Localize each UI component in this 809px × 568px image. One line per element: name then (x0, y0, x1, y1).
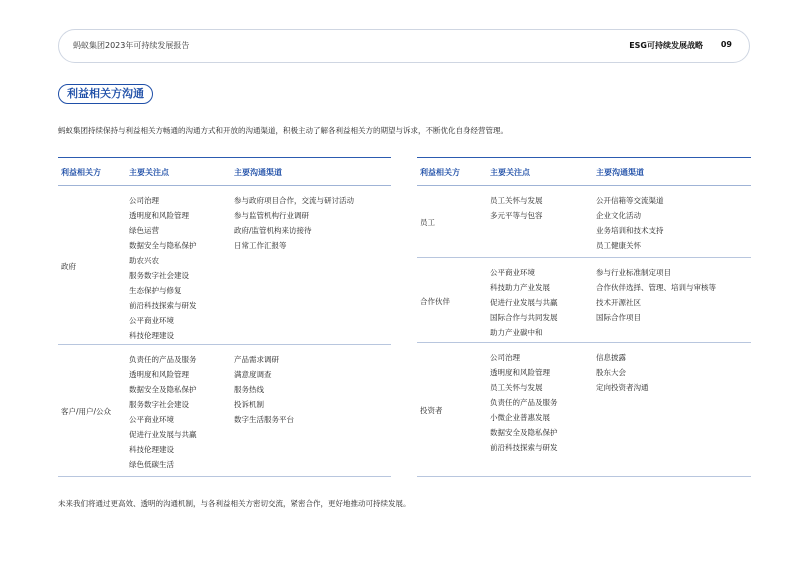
concern-item: 促进行业发展与共赢 (490, 298, 558, 307)
concern-item: 生态保护与修复 (129, 286, 182, 295)
concern-item: 负责任的产品及服务 (129, 355, 197, 364)
table-header (417, 158, 751, 186)
channel-item: 信息披露 (596, 353, 626, 362)
channel-item: 参与监管机构行业调研 (234, 211, 309, 220)
stakeholder-group (58, 345, 391, 477)
report-title: 蚂蚁集团2023年可持续发展报告 (73, 41, 190, 50)
header-channels: 主要沟通渠道 (596, 168, 644, 177)
channel-item: 股东大会 (596, 368, 626, 377)
concern-item: 员工关怀与发展 (490, 196, 543, 205)
report-header (58, 29, 750, 63)
channels-list (596, 350, 649, 395)
stakeholder-group (58, 186, 391, 345)
page-number: 09 (720, 40, 732, 49)
channels-list (234, 193, 354, 253)
concern-item: 负责任的产品及服务 (490, 398, 558, 407)
concern-item: 国际合作与共同发展 (490, 313, 558, 322)
stakeholder-name: 合作伙伴 (420, 296, 450, 306)
concern-item: 透明度和风险管理 (129, 370, 189, 379)
concerns-list (129, 352, 197, 472)
channel-item: 政府/监管机构来访接待 (234, 226, 312, 235)
channel-item: 定向投资者沟通 (596, 383, 649, 392)
channel-item: 公开信箱等交流渠道 (596, 196, 664, 205)
stakeholder-name: 政府 (61, 261, 76, 271)
channel-item: 业务培训和技术支持 (596, 226, 664, 235)
header-concerns: 主要关注点 (129, 168, 169, 177)
channel-item: 日常工作汇报等 (234, 241, 287, 250)
concern-item: 绿色运营 (129, 226, 159, 235)
channel-item: 服务热线 (234, 385, 264, 394)
concerns-list (129, 193, 197, 343)
channel-item: 技术开源社区 (596, 298, 641, 307)
concern-item: 科技伦理建设 (129, 331, 174, 340)
concern-item: 绿色低碳生活 (129, 460, 174, 469)
section-name: ESG可持续发展战略 (629, 41, 703, 50)
concern-item: 服务数字社会建设 (129, 400, 189, 409)
concern-item: 员工关怀与发展 (490, 383, 543, 392)
channel-item: 数字生活服务平台 (234, 415, 294, 424)
stakeholder-group (417, 258, 751, 343)
channels-list (596, 265, 716, 325)
stakeholder-name: 员工 (420, 218, 435, 227)
stakeholder-table-right (417, 157, 751, 477)
concern-item: 科技伦理建设 (129, 445, 174, 454)
concern-item: 公平商业环境 (490, 268, 535, 277)
channel-item: 参与政府项目合作，交流与研讨活动 (234, 196, 354, 205)
header-stakeholder: 利益相关方 (420, 168, 460, 177)
concern-item: 科技助力产业发展 (490, 283, 550, 292)
intro-paragraph: 蚂蚁集团持续保持与利益相关方畅通的沟通方式和开放的沟通渠道，积极主动了解各利益相关方的期望与诉求，不断优化自身经营管理。 (58, 126, 508, 135)
channel-item: 投诉机制 (234, 400, 264, 409)
stakeholder-group (417, 186, 751, 258)
concern-item: 透明度和风险管理 (129, 211, 189, 220)
concern-item: 公平商业环境 (129, 316, 174, 325)
concerns-list (490, 265, 558, 340)
concern-item: 数据安全及隐私保护 (129, 385, 197, 394)
concern-item: 服务数字社会建设 (129, 271, 189, 280)
page-title: 利益相关方沟通 (58, 84, 153, 104)
channel-item: 满意度调查 (234, 370, 272, 379)
channel-item: 国际合作项目 (596, 313, 641, 322)
channel-item: 企业文化活动 (596, 211, 641, 220)
stakeholder-table-left (58, 157, 391, 477)
stakeholder-name: 客户/用户/公众 (61, 407, 112, 416)
concerns-list (490, 350, 558, 455)
header-concerns: 主要关注点 (490, 168, 530, 177)
header-channels: 主要沟通渠道 (234, 168, 282, 177)
table-header (58, 158, 391, 186)
concern-item: 助农兴农 (129, 256, 159, 265)
concern-item: 促进行业发展与共赢 (129, 430, 197, 439)
concern-item: 前沿科技探索与研发 (490, 443, 558, 452)
concern-item: 数据安全及隐私保护 (490, 428, 558, 437)
concern-item: 小微企业普惠发展 (490, 413, 550, 422)
concern-item: 数据安全与隐私保护 (129, 241, 197, 250)
concern-item: 公平商业环境 (129, 415, 174, 424)
closing-paragraph: 未来我们将通过更高效、透明的沟通机制，与各利益相关方密切交流，紧密合作，更好地推动可持续发展。 (58, 499, 411, 508)
concerns-list (490, 193, 543, 223)
channel-item: 参与行业标准制定项目 (596, 268, 671, 277)
channels-list (596, 193, 664, 253)
header-stakeholder: 利益相关方 (61, 168, 101, 177)
concern-item: 透明度和风险管理 (490, 368, 550, 377)
concern-item: 前沿科技探索与研发 (129, 301, 197, 310)
stakeholder-name: 投资者 (420, 406, 443, 415)
concern-item: 助力产业碳中和 (490, 328, 543, 337)
stakeholder-group (417, 343, 751, 477)
channel-item: 合作伙伴选择、管理、培训与审核等 (596, 283, 716, 292)
channel-item: 员工健康关怀 (596, 241, 641, 250)
concern-item: 公司治理 (490, 353, 520, 362)
channels-list (234, 352, 294, 427)
concern-item: 多元平等与包容 (490, 211, 543, 220)
concern-item: 公司治理 (129, 196, 159, 205)
channel-item: 产品需求调研 (234, 355, 279, 364)
